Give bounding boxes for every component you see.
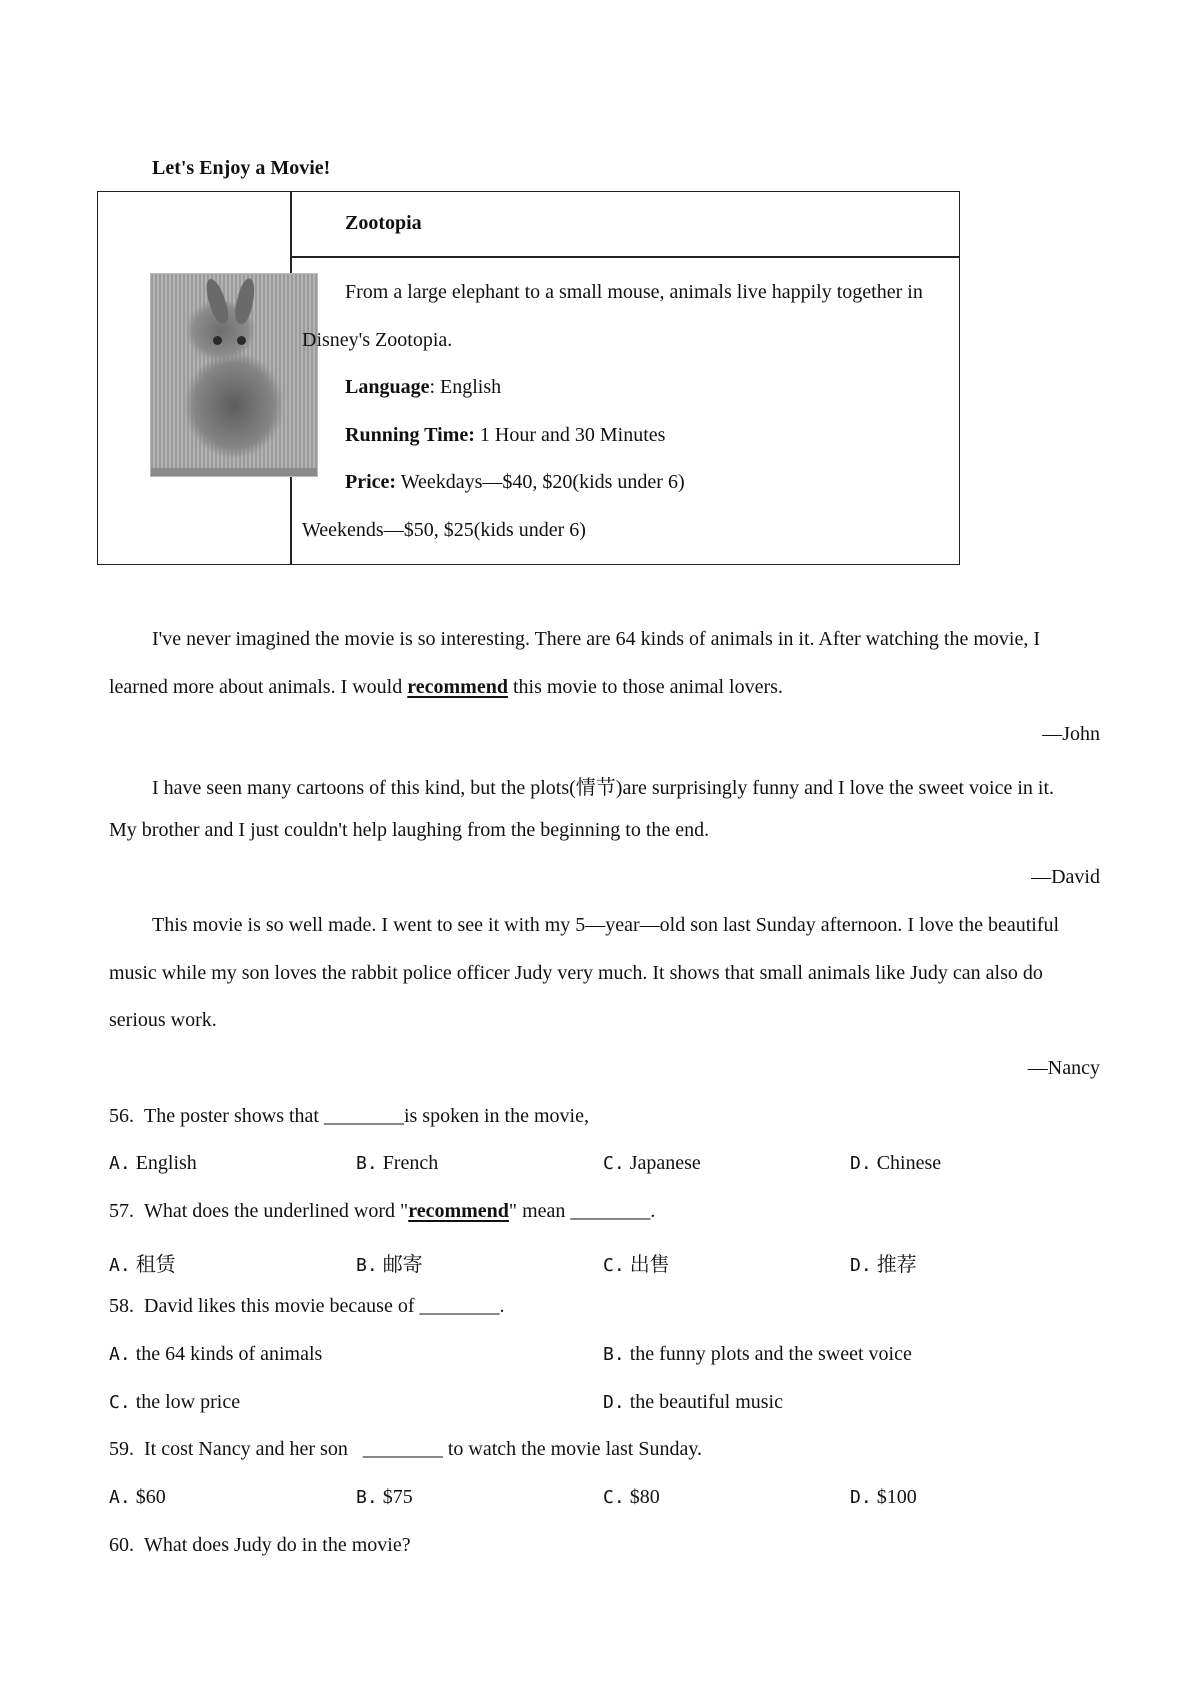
movie-language [345, 376, 501, 399]
movie-price-weekdays [345, 471, 685, 494]
running-time-label: Running Time: [345, 424, 475, 446]
question-text: What does Judy do in the movie? [144, 1534, 411, 1556]
q57-option-c[interactable] [603, 1248, 670, 1277]
review-author-john: —John [1042, 723, 1100, 745]
option-letter: B. [356, 1487, 378, 1508]
running-time-value: 1 Hour and 30 Minutes [474, 424, 666, 446]
question-number: 60. [109, 1534, 134, 1556]
question-number: 57. [109, 1200, 134, 1222]
option-letter: C. [603, 1255, 625, 1276]
question-number: 58. [109, 1295, 134, 1317]
option-text: $100 [876, 1486, 917, 1508]
movie-title: Zootopia [345, 212, 422, 234]
recommend-underlined-word: recommend [407, 676, 508, 698]
question-text: David likes this movie because of ________. [144, 1295, 505, 1317]
option-letter: A. [109, 1255, 131, 1276]
question-text: The poster shows that ________is spoken in the movie, [144, 1105, 589, 1127]
q56-option-c[interactable] [603, 1152, 701, 1175]
option-letter: D. [850, 1153, 872, 1174]
q59-option-b[interactable] [356, 1486, 413, 1509]
question-58 [109, 1295, 505, 1318]
review-nancy-line3: serious work. [109, 1009, 217, 1031]
question-text: It cost Nancy and her son ________ to watch the movie last Sunday. [144, 1438, 703, 1460]
rabbit-ear-right [232, 277, 257, 325]
language-label: Language [345, 376, 430, 398]
option-letter: C. [603, 1487, 625, 1508]
rabbit-eye-left [213, 336, 222, 345]
option-letter: D. [850, 1255, 872, 1276]
recommend-underlined-word: recommend [408, 1200, 509, 1222]
q57-option-b[interactable] [356, 1248, 423, 1277]
review-david-line1: I have seen many cartoons of this kind, but the plots(情节)are surprisingly funny and I love the sweet voice in it. [152, 777, 1055, 799]
q59-option-c[interactable] [603, 1486, 660, 1509]
review-john-text-end: this movie to those animal lovers. [507, 676, 783, 698]
movie-price-weekends: Weekends—$50, $25(kids under 6) [302, 519, 586, 541]
q58-option-a[interactable] [109, 1343, 322, 1366]
option-letter: C. [603, 1153, 625, 1174]
option-text: 推荐 [876, 1254, 917, 1276]
question-57 [109, 1200, 655, 1223]
q56-option-a[interactable] [109, 1152, 197, 1175]
option-text: the low price [135, 1391, 241, 1413]
page-heading: Let's Enjoy a Movie! [152, 157, 331, 179]
movie-running-time [345, 424, 665, 447]
option-text: $75 [382, 1486, 413, 1508]
option-text: the funny plots and the sweet voice [629, 1343, 912, 1365]
option-letter: A. [109, 1153, 131, 1174]
q58-option-c[interactable] [109, 1391, 240, 1414]
option-letter: B. [356, 1255, 378, 1276]
q59-option-d[interactable] [850, 1486, 917, 1509]
question-number: 56. [109, 1105, 134, 1127]
review-author-nancy: —Nancy [1027, 1057, 1100, 1079]
rabbit-ear-left [202, 277, 231, 326]
option-text: Chinese [876, 1152, 942, 1174]
option-text: $80 [629, 1486, 660, 1508]
review-john-line1: I've never imagined the movie is so interesting. There are 64 kinds of animals in it. After watching the movie, I [152, 628, 1040, 650]
review-author-david: —David [1031, 866, 1100, 888]
option-letter: B. [356, 1153, 378, 1174]
movie-poster-table [97, 191, 960, 565]
option-text: French [382, 1152, 439, 1174]
price-weekdays-value: Weekdays—$40, $20(kids under 6) [396, 471, 685, 493]
option-text: 租赁 [135, 1254, 176, 1276]
movie-description-line2: Disney's Zootopia. [302, 329, 453, 351]
q58-option-b[interactable] [603, 1343, 912, 1366]
question-56 [109, 1105, 589, 1128]
review-nancy-line2: music while my son loves the rabbit police officer Judy very much. It shows that small animals like Judy can also do [109, 962, 1043, 984]
option-letter: D. [850, 1487, 872, 1508]
option-letter: D. [603, 1392, 625, 1413]
option-letter: A. [109, 1487, 131, 1508]
q57-option-d[interactable] [850, 1248, 917, 1277]
option-text: the beautiful music [629, 1391, 783, 1413]
question-text: What does the underlined word " [144, 1200, 409, 1222]
option-text: Japanese [629, 1152, 701, 1174]
rabbit-eye-right [237, 336, 246, 345]
option-text: 出售 [629, 1254, 670, 1276]
option-letter: C. [109, 1392, 131, 1413]
option-text: $60 [135, 1486, 166, 1508]
option-text: 邮寄 [382, 1254, 423, 1276]
option-letter: A. [109, 1344, 131, 1365]
q56-option-b[interactable] [356, 1152, 438, 1175]
table-divider-horizontal [290, 256, 959, 258]
review-john-text: learned more about animals. I would [109, 676, 408, 698]
poster-caption-strip [151, 468, 317, 476]
q59-option-a[interactable] [109, 1486, 166, 1509]
language-value: : English [429, 376, 502, 398]
review-david-line2: My brother and I just couldn't help laughing from the beginning to the end. [109, 819, 710, 841]
movie-description-line1: From a large elephant to a small mouse, animals live happily together in [345, 281, 923, 303]
price-label: Price: [345, 471, 397, 493]
option-letter: B. [603, 1344, 625, 1365]
option-text: the 64 kinds of animals [135, 1343, 323, 1365]
question-text-end: " mean ________. [508, 1200, 656, 1222]
q58-option-d[interactable] [603, 1391, 783, 1414]
option-text: English [135, 1152, 197, 1174]
question-number: 59. [109, 1438, 134, 1460]
q57-option-a[interactable] [109, 1248, 176, 1277]
question-60 [109, 1534, 411, 1557]
q56-option-d[interactable] [850, 1152, 941, 1175]
review-nancy-line1: This movie is so well made. I went to see it with my 5—year—old son last Sunday afternoon. I love the beautiful [152, 914, 1060, 936]
zootopia-poster-image [150, 273, 318, 477]
review-john-line2 [109, 676, 783, 699]
question-59 [109, 1438, 702, 1461]
